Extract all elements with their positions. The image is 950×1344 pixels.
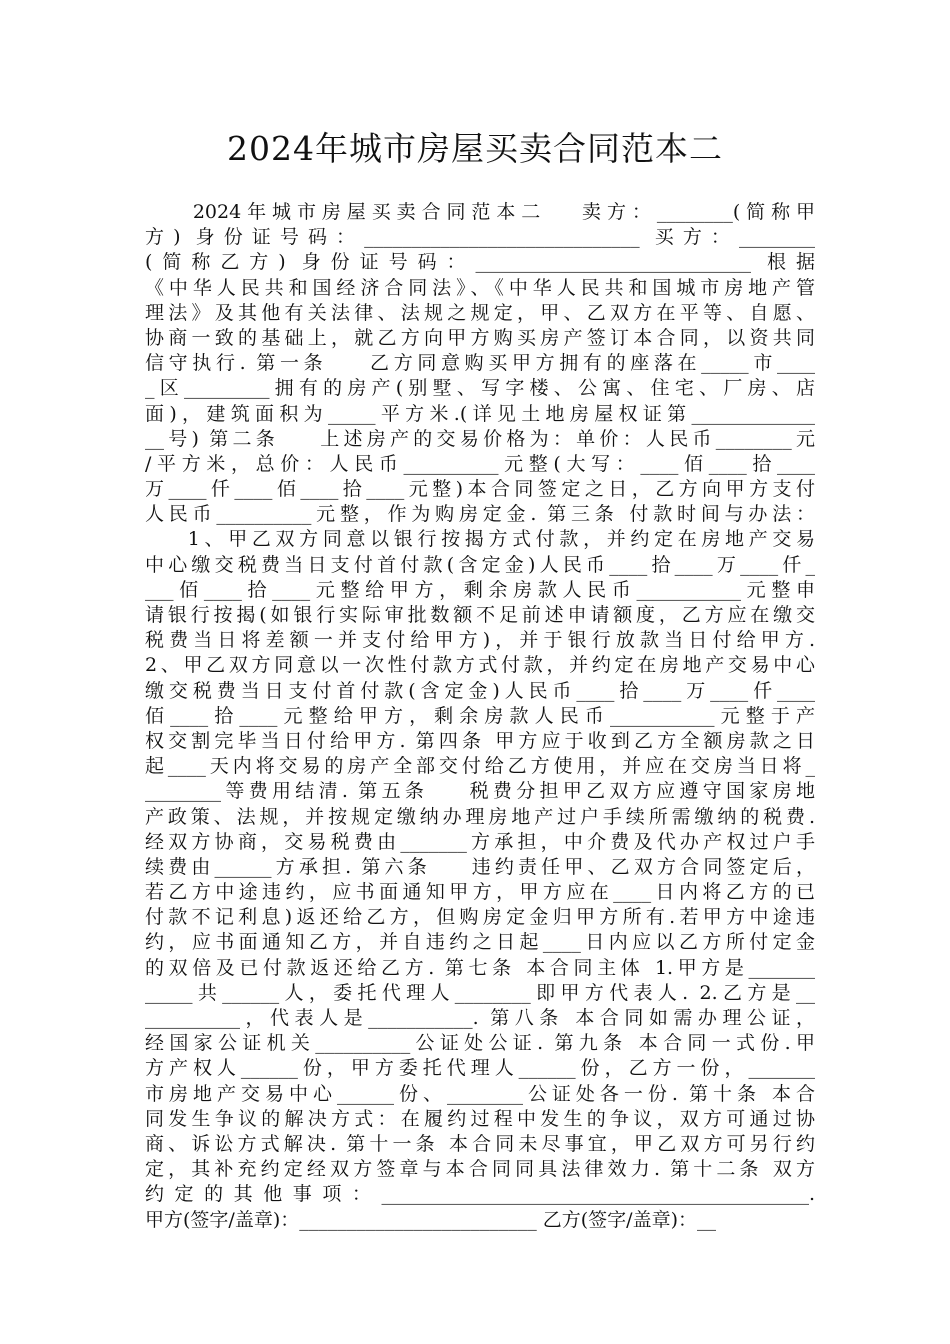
- body-line: 方) 身份证号码：_____________________________ 买方：________: [145, 226, 815, 249]
- body-line: 2024年城市房屋买卖合同范本二 卖方：________(简称甲: [145, 201, 815, 223]
- body-line: 万____仟____佰____拾____元整)本合同签定之日，乙方向甲方支付: [145, 478, 815, 501]
- body-line: _区_________拥有的房产(别墅、写字楼、公寓、住宅、厂房、店: [145, 377, 815, 400]
- body-line: 2、甲乙双方同意以一次性付款方式付款，并约定在房地产交易中心: [145, 654, 815, 677]
- body-line: 约，应书面通知乙方，并自违约之日起____日内应以乙方所付定金: [145, 931, 815, 954]
- body-line: _____共______人，委托代理人________即甲方代表人. 2.乙方是__: [145, 981, 815, 1004]
- body-line: 经国家公证机关__________公证处公证. 第九条 本合同一式份.甲: [145, 1032, 815, 1055]
- body-line: ___佰____拾____元整给甲方，剩余房款人民币___________元整申: [145, 578, 815, 601]
- body-line: 甲方(签字/盖章)：_________________________ 乙方(签字/盖章)：__: [145, 1208, 716, 1231]
- body-line: 若乙方中途违约，应书面通知甲方，甲方应在____日内将乙方的已: [145, 881, 815, 904]
- body-line: ________等费用结清. 第五条 税费分担甲乙双方应遵守国家房地: [145, 780, 815, 803]
- body-line: 中心缴交税费当日支付首付款(含定金)人民币____拾____万____仟_: [145, 553, 815, 576]
- body-line: __号) 第二条 上述房产的交易价格为：单价：人民币________元: [145, 427, 815, 450]
- body-line: 产政策、法规，并按规定缴纳办理房地产过户手续所需缴纳的税费.: [145, 805, 815, 828]
- body-line: 的双倍及已付款返还给乙方. 第七条 本合同主体 1.甲方是_______: [145, 956, 815, 979]
- body-line: 续费由______方承担. 第六条 违约责任甲、乙双方合同签定后，: [145, 855, 815, 878]
- body-line: /平方米，总价：人民币__________元整(大写：____佰____拾____: [145, 452, 815, 475]
- body-line: 缴交税费当日支付首付款(含定金)人民币____拾____万____仟____: [145, 679, 815, 702]
- body-line: 信守执行. 第一条 乙方同意购买甲方拥有的座落在_____市____: [145, 352, 815, 375]
- body-line: __________，代表人是___________. 第八条 本合同如需办理公证，: [145, 1007, 815, 1029]
- body-line: (简称乙方) 身份证号码：_____________________________ 根据: [145, 251, 815, 274]
- body-line: 税费当日将差额一并支付给甲方)，并于银行放款当日付给甲方.: [145, 629, 815, 652]
- body-line: 市房地产交易中心______份、________公证处各一份. 第十条 本合: [145, 1082, 815, 1105]
- contract-body: [145, 200, 815, 1233]
- document-title: 2024年城市房屋买卖合同范本二: [227, 129, 723, 168]
- body-line: 经双方协商，交易税费由_______方承担，中介费及代办产权过户手: [145, 830, 815, 853]
- body-line: 权交割完毕当日付给甲方. 第四条 甲方应于收到乙方全额房款之日: [145, 729, 815, 752]
- body-line: 1、甲乙双方同意以银行按揭方式付款，并约定在房地产交易: [145, 528, 815, 551]
- body-line: 请银行按揭(如银行实际审批数额不足前述申请额度，乙方应在缴交: [145, 604, 815, 626]
- body-line: 起____天内将交易的房产全部交付给乙方使用，并应在交房当日将_: [145, 755, 815, 778]
- body-line: 佰____拾____元整给甲方，剩余房款人民币___________元整于产: [145, 704, 815, 727]
- body-line: 约定的其他事项：_____________________________________________.: [145, 1183, 815, 1206]
- body-line: 定，其补充约定经双方签章与本合同同具法律效力. 第十二条 双方: [145, 1158, 815, 1181]
- body-line: 理法》及其他有关法律、法规之规定，甲、乙双方在平等、自愿、: [145, 301, 815, 324]
- body-line: 方产权人______份，甲方委托代理人______份，乙方一份，_______: [145, 1057, 815, 1080]
- body-line: 协商一致的基础上，就乙方向甲方购买房产签订本合同，以资共同: [145, 326, 815, 349]
- body-line: 《中华人民共和国经济合同法》、《中华人民共和国城市房地产管: [145, 276, 815, 299]
- body-line: 商、诉讼方式解决. 第十一条 本合同未尽事宜，甲乙双方可另行约: [145, 1132, 815, 1155]
- body-line: 付款不记利息)返还给乙方，但购房定金归甲方所有.若甲方中途违: [145, 906, 815, 929]
- body-line: 面)，建筑面积为_____平方米.(详见土地房屋权证第_____________: [145, 402, 815, 425]
- body-line: 同发生争议的解决方式：在履约过程中发生的争议，双方可通过协: [145, 1107, 815, 1130]
- body-line: 人民币__________元整，作为购房定金. 第三条 付款时间与办法：: [145, 503, 815, 526]
